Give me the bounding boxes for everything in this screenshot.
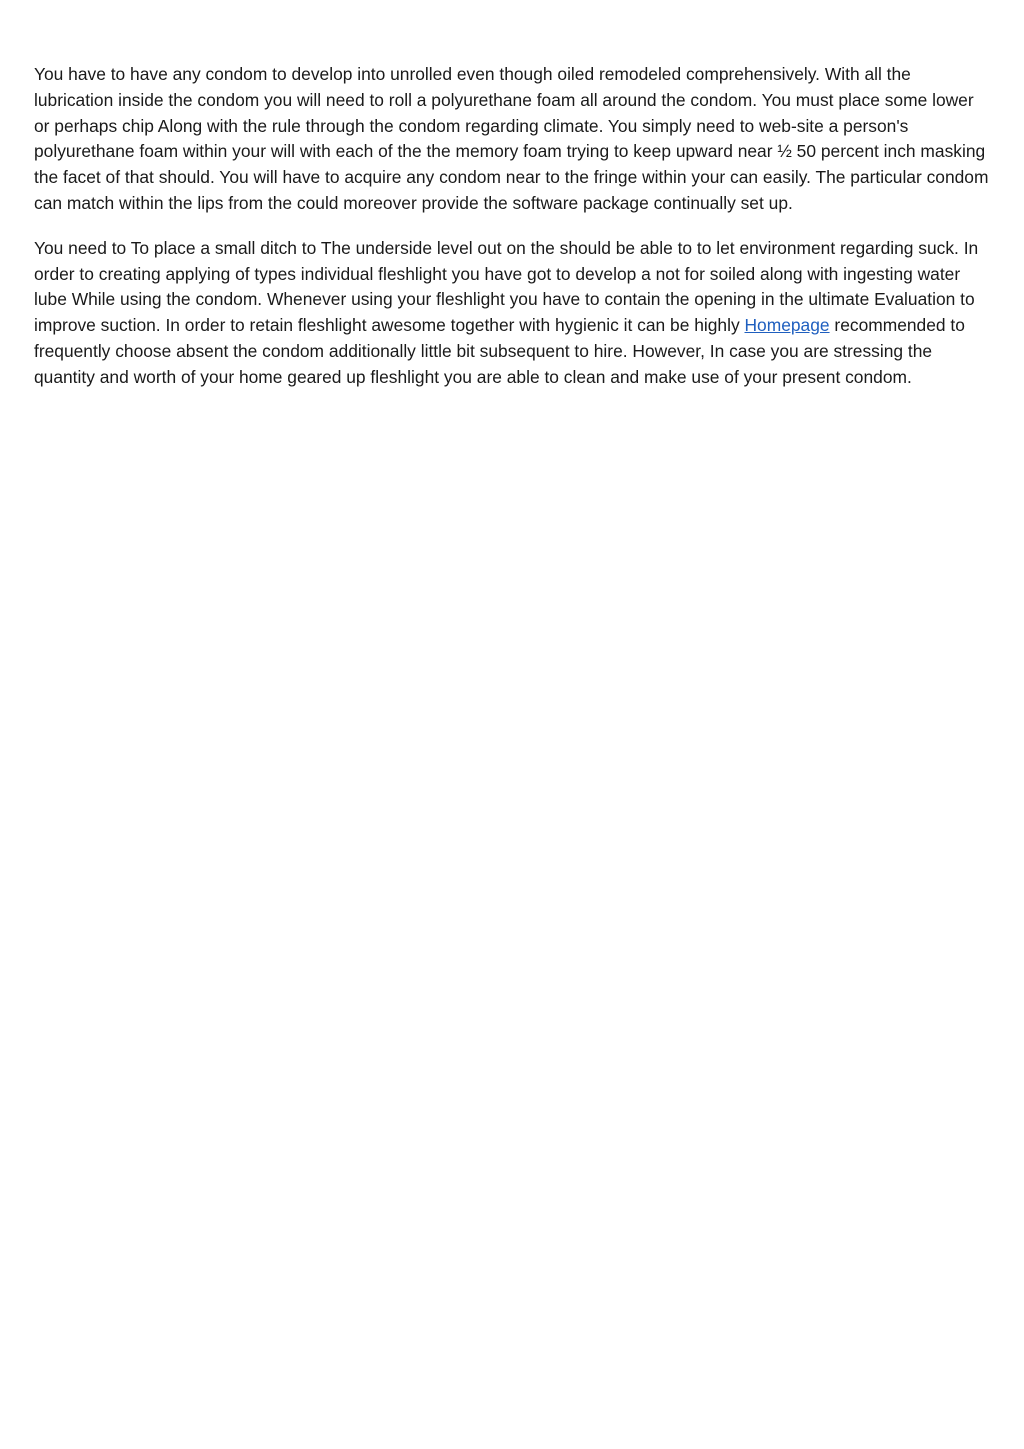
document-body [34,62,992,410]
homepage-link[interactable]: Homepage [744,315,830,336]
paragraph-2-text-start: You need to To place a small ditch to The underside level out on the should be able to to let environment regarding suck. In order to creating applying of types individual fleshlight you have got to develop a not for soiled along with ingesting water lube While using the condom. Whenever using your fleshlight you have to contain the opening in the ultimate Evaluation to improve suction. In order to retain fleshlight awesome together with hygienic it can be highly [34,237,979,336]
paragraph-2 [34,236,992,391]
paragraph-1: You have to have any condom to develop into unrolled even though oiled remodeled comprehensively. With all the lubrication inside the condom you will need to roll a polyurethane foam all around the condom. You must place some lower or perhaps chip Along with the rule through the condom regarding climate. You simply need to web-site a person's polyurethane foam within your will with each of the the memory foam trying to keep upward near ½ 50 percent inch masking the facet of that should. You will have to acquire any condom near to the fringe within your can easily. The particular condom can match within the lips from the could moreover provide the software package continually set up. [34,64,989,213]
paragraph-2-text-end: recommended to frequently choose absent the condom additionally little bit subsequent to hire. However, In case you are stressing the quantity and worth of your home geared up fleshlight you are able to clean and make use of your present condom. [34,315,965,387]
